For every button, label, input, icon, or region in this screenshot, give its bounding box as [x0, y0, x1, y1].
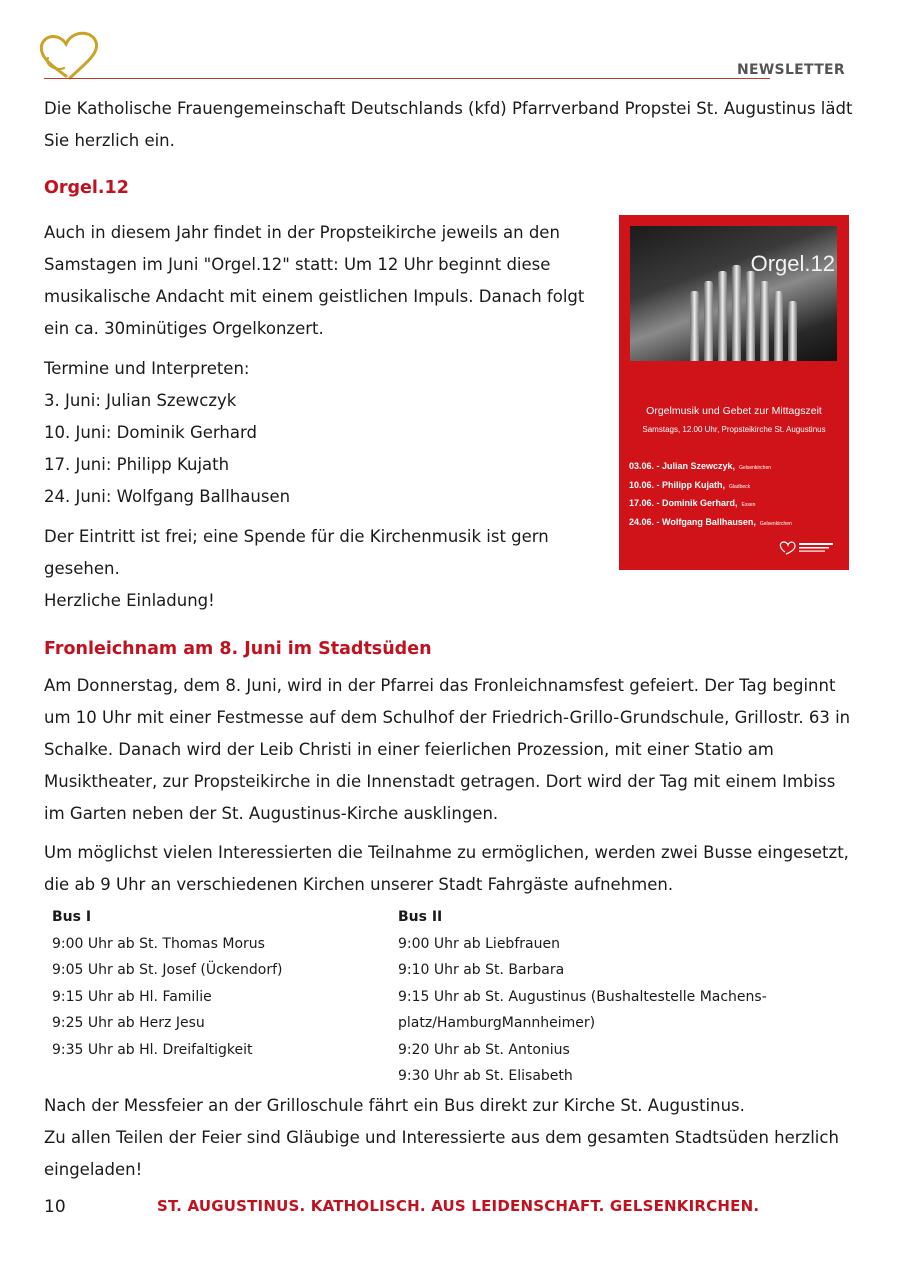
poster-subline: Samstags, 12.00 Uhr, Propsteikirche St. Augustinus: [642, 425, 826, 434]
poster-list-text: 03.06. - Julian Szewczyk,: [629, 461, 736, 471]
termin-item: 10. Juni: Dominik Gerhard: [44, 423, 257, 442]
bus-stop: 9:00 Uhr ab St. Thomas Morus: [52, 935, 265, 952]
poster-list-text: 10.06. - Philipp Kujath,: [629, 479, 726, 490]
bus-stop: 9:05 Uhr ab St. Josef (Ückendorf): [52, 962, 283, 978]
heart-logo-icon: [34, 28, 104, 82]
termine-block: [44, 353, 600, 513]
bus-1-title: Bus I: [52, 909, 92, 925]
bus-1-list: [52, 904, 382, 1063]
poster-title: Orgel.12: [750, 251, 835, 276]
bus-stop: 9:20 Uhr ab St. Antonius: [398, 1041, 570, 1058]
eintritt-block: [44, 521, 596, 617]
poster-list-loc: Gelsenkirchen: [759, 520, 792, 527]
newsletter-label: NEWSLETTER: [736, 62, 845, 78]
poster-list-text: 24.06. - Wolfgang Ballhausen,: [629, 516, 756, 527]
page-number: 10: [44, 1197, 66, 1217]
bus-stop: 9:10 Uhr ab St. Barbara: [398, 962, 565, 978]
orgel-paragraph: Auch in diesem Jahr findet in der Propsteikirche jeweils an den Samstagen im Juni "Orgel.12" statt: Um 12 Uhr beginnt diese musikalische Andacht mit einem geistlichen Impuls. Danach folgt ein ca. 30minütiges Orgelkonzert.: [44, 223, 585, 338]
termin-item: 17. Juni: Philipp Kujath: [44, 455, 230, 474]
fronleichnam-paragraph-4: Zu allen Teilen der Feier sind Gläubige und Interessierte aus dem gesamten Stadtsüden herzlich eingeladen!: [44, 1128, 839, 1179]
organ-pipes-photo: [630, 226, 837, 361]
eintritt-text: Der Eintritt ist frei; eine Spende für die Kirchenmusik ist gern gesehen.: [44, 527, 549, 578]
poster-list-loc: Essen: [741, 502, 756, 508]
bus-stop: 9:25 Uhr ab Herz Jesu: [52, 1015, 205, 1031]
fronleichnam-paragraph-3: Nach der Messfeier an der Grilloschule fährt ein Bus direkt zur Kirche St. Augustinus.: [44, 1096, 745, 1115]
orgel-poster: [619, 215, 849, 570]
einladung-text: Herzliche Einladung!: [44, 591, 215, 610]
poster-list-item: [629, 495, 792, 514]
poster-list-item: [629, 458, 792, 477]
intro-text: Die Katholische Frauengemeinschaft Deutschlands (kfd) Pfarrverband Propstei St. Augustinus lädt Sie herzlich ein.: [44, 99, 853, 150]
termin-item: 24. Juni: Wolfgang Ballhausen: [44, 487, 291, 506]
bus-stop: 9:35 Uhr ab Hl. Dreifaltigkeit: [52, 1041, 253, 1058]
termin-item: 3. Juni: Julian Szewczyk: [44, 391, 237, 410]
orgel-heading: Orgel.12: [44, 178, 129, 198]
poster-logo-icon: [777, 538, 837, 556]
bus-stop: 9:30 Uhr ab St. Elisabeth: [398, 1068, 573, 1084]
poster-list-loc: Gelsenkirchen: [739, 465, 772, 471]
fronleichnam-heading: Fronleichnam am 8. Juni im Stadtsüden: [44, 639, 432, 659]
poster-list-item: [629, 477, 792, 496]
fronleichnam-paragraph-2: Um möglichst vielen Interessierten die Teilnahme zu ermöglichen, werden zwei Busse eingesetzt, die ab 9 Uhr an verschiedenen Kirchen unserer Stadt Fahrgäste aufnehmen.: [44, 843, 849, 894]
termine-label: Termine und Interpreten:: [44, 359, 250, 378]
bus-2-title: Bus II: [398, 909, 443, 925]
poster-list: [629, 458, 792, 532]
header-rule: [44, 78, 770, 79]
fronleichnam-paragraph-1: Am Donnerstag, dem 8. Juni, wird in der Pfarrei das Fronleichnamsfest gefeiert. Der Tag beginnt um 10 Uhr mit einer Festmesse auf dem Schulhof der Friedrich-Grillo-Grundschule, Grillostr. 63 in Schalke. Danach wird der Leib Christi in einer feierlichen Prozession, mit einer Statio am Musiktheater, zur Propsteikirche in die Innenstadt getragen. Dort wird der Tag mit einem Imbiss im Garten neben der St. Augustinus-Kirche ausklingen.: [44, 676, 851, 823]
bus-2-list: [398, 904, 828, 1090]
bus-stop: 9:15 Uhr ab St. Augustinus (Bushaltestelle Machens-: [398, 988, 767, 1005]
bus-stop: 9:00 Uhr ab Liebfrauen: [398, 935, 560, 952]
bus-stop: 9:15 Uhr ab Hl. Familie: [52, 988, 212, 1005]
poster-list-item: [629, 514, 792, 533]
poster-list-loc: Gladbeck: [729, 483, 751, 490]
poster-subtitle: Orgelmusik und Gebet zur Mittagszeit: [646, 405, 822, 417]
footer-slogan: ST. AUGUSTINUS. KATHOLISCH. AUS LEIDENSCHAFT. GELSENKIRCHEN.: [157, 1197, 760, 1215]
poster-list-text: 17.06. - Dominik Gerhard,: [629, 498, 738, 508]
bus-stop: platz/HamburgMannheimer): [398, 1015, 596, 1031]
